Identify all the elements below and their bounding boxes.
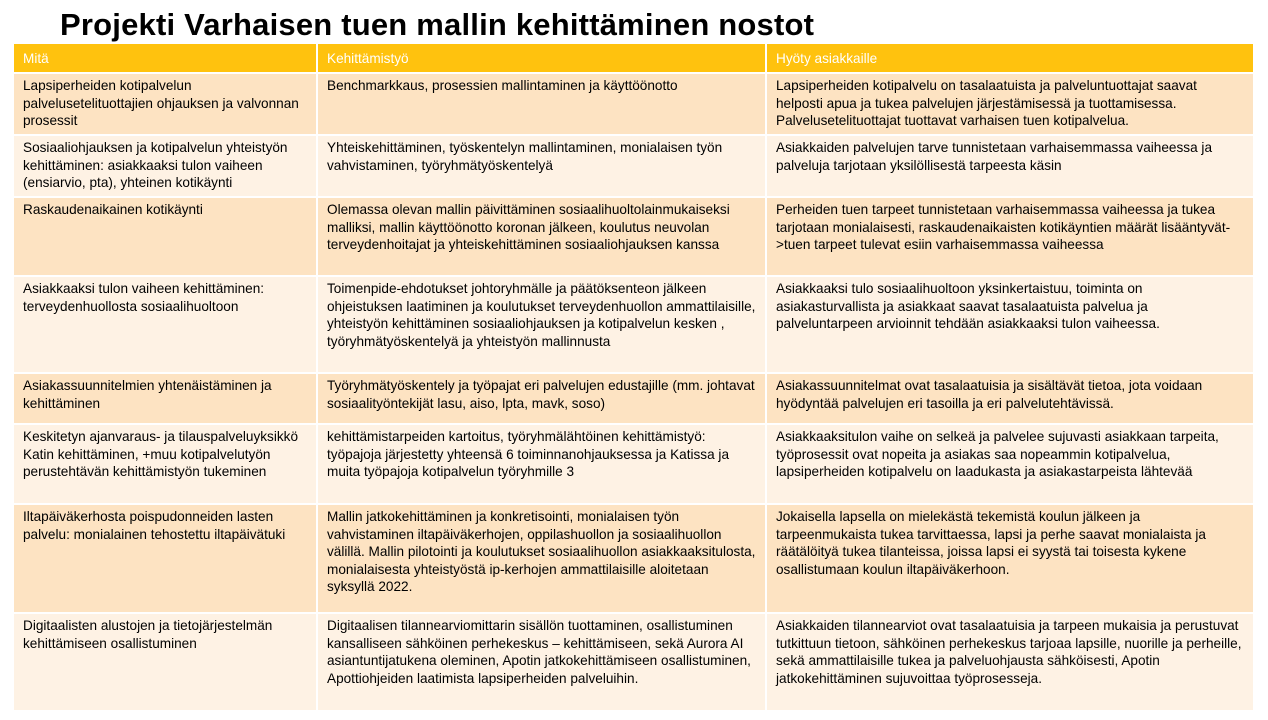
cell-mita: Asiakkaaksi tulon vaiheen kehittäminen: terveydenhuollosta sosiaalihuoltoon [14,276,317,373]
cell-kehittamistyo: Työryhmätyöskentely ja työpajat eri palvelujen edustajille (mm. johtavat sosiaalityöntekijät lasu, aiso, lpta, mavk, soso) [317,373,766,424]
cell-mita: Raskaudenaikainen kotikäynti [14,197,317,276]
cell-hyoty: Asiakkaaksi tulo sosiaalihuoltoon yksinkertaistuu, toiminta on asiakasturvallista ja asiakkaat saavat tasalaatuista palvelua ja palveluntarpeen arvioinnit tehdään asiakkaaksi tulon vaiheessa. [766,276,1253,373]
cell-kehittamistyo: Mallin jatkokehittäminen ja konkretisointi, monialaisen työn vahvistaminen iltapäiväkerhojen, oppilashuollon ja sosiaalihuollon välillä. Mallin pilotointi ja koulutukset sosiaalihuollon asiakkaaksitulosta, monialaisesta yhteistyöstä ip-kerhojen ammattilaisille aloitetaan syksyllä 2022. [317,504,766,613]
table-row [14,276,1253,373]
cell-hyoty: Asiakkaiden palvelujen tarve tunnistetaan varhaisemmassa vaiheessa ja palveluja tarjotaan yksilöllisestä tarpeesta käsin [766,135,1253,197]
cell-kehittamistyo: Yhteiskehittäminen, työskentelyn mallintaminen, monialaisen työn vahvistaminen, työryhmätyöskentelyä [317,135,766,197]
cell-hyoty: Jokaisella lapsella on mielekästä tekemistä koulun jälkeen ja tarpeenmukaista tukea tarvittaessa, lapsi ja perhe saavat monialaista ja räätälöityä tukea tilanteissa, joissa lapsi ei syystä tai toisesta kykene osallistumaan koulun iltapäiväkerhoon. [766,504,1253,613]
cell-hyoty: Asiakassuunnitelmat ovat tasalaatuisia ja sisältävät tietoa, jota voidaan hyödyntää palvelujen eri tasoilla ja eri palvelutehtävissä. [766,373,1253,424]
table-header-row [14,44,1253,73]
cell-mita: Keskitetyn ajanvaraus- ja tilauspalveluyksikkö Katin kehittäminen, +muu kotipalvelutyön perustehtävän kehittämistyön tukeminen [14,424,317,504]
cell-hyoty: Asiakkaiden tilannearviot ovat tasalaatuisia ja tarpeen mukaisia ja perustuvat tutkittuun tietoon, sähköinen perhekeskus tarjoaa lapsille, nuorille ja perheille, sekä ammattilaisille tukea ja palveluohjausta sähköisesti, Apotin jatkokehittäminen sujuvoittaa työprosesseja. [766,613,1253,711]
cell-mita: Digitaalisten alustojen ja tietojärjestelmän kehittämiseen osallistuminen [14,613,317,711]
table-row [14,135,1253,197]
cell-mita: Asiakassuunnitelmien yhtenäistäminen ja kehittäminen [14,373,317,424]
table-row [14,373,1253,424]
column-header-mita: Mitä [14,44,317,73]
table-row [14,73,1253,135]
table-row [14,424,1253,504]
cell-hyoty: Asiakkaaksitulon vaihe on selkeä ja palvelee sujuvasti asiakkaan tarpeita, työprosessit ovat nopeita ja asiakas saa nopeammin kotipalvelua, lapsiperheiden kotipalvelu on laadukasta ja asiakastarpeista lähtevää [766,424,1253,504]
cell-mita: Lapsiperheiden kotipalvelun palvelusetelituottajien ohjauksen ja valvonnan prosessit [14,73,317,135]
cell-hyoty: Lapsiperheiden kotipalvelu on tasalaatuista ja palveluntuottajat saavat helposti apua ja tukea palvelujen järjestämisessä ja tuottamisessa. Palvelusetelituottajat tuottavat varhaisen tuen kotipalvelua. [766,73,1253,135]
development-table [14,44,1253,712]
table-row [14,504,1253,613]
cell-mita: Iltapäiväkerhosta poispudonneiden lasten palvelu: monialainen tehostettu iltapäivätuki [14,504,317,613]
cell-kehittamistyo: Toimenpide-ehdotukset johtoryhmälle ja päätöksenteon jälkeen ohjeistuksen laatiminen ja koulutukset terveydenhuollon ammattilaisille, yhteistyön kehittäminen sosiaaliohjauksen ja kotipalvelun kesken , työryhmätyöskentelyä ja yhteistyön mallinnusta [317,276,766,373]
table-row [14,613,1253,711]
cell-kehittamistyo: kehittämistarpeiden kartoitus, työryhmälähtöinen kehittämistyö: työpajoja järjestetty yhteensä 6 toiminnanohjauksessa ja Katissa ja muita työpajoja kotipalvelun työryhmille 3 [317,424,766,504]
cell-kehittamistyo: Olemassa olevan mallin päivittäminen sosiaalihuoltolainmukaiseksi malliksi, mallin käyttöönotto koronan jälkeen, koulutus neuvolan terveydenhoitajat ja yhteiskehittäminen sosiaaliohjauksen kanssa [317,197,766,276]
cell-mita: Sosiaaliohjauksen ja kotipalvelun yhteistyön kehittäminen: asiakkaaksi tulon vaiheen (ensiarvio, pta), yhteinen kotikäynti [14,135,317,197]
cell-hyoty: Perheiden tuen tarpeet tunnistetaan varhaisemmassa vaiheessa ja tukea tarjotaan monialaisesti, raskaudenaikaisten kotikäyntien määrät lisääntyvät->tuen tarpeet tulevat esiin varhaisemmassa vaiheessa [766,197,1253,276]
column-header-kehittamistyo: Kehittämistyö [317,44,766,73]
slide-title: Projekti Varhaisen tuen mallin kehittäminen nostot [60,7,815,42]
cell-kehittamistyo: Digitaalisen tilannearviomittarin sisällön tuottaminen, osallistuminen kansalliseen sähköinen perhekeskus – kehittämiseen, sekä Aurora AI asiantuntijatukena oleminen, Apotin jatkokehittämiseen osallistuminen, Apottiohjeiden laatimista lapsiperheiden palveluihin. [317,613,766,711]
table-row [14,197,1253,276]
cell-kehittamistyo: Benchmarkkaus, prosessien mallintaminen ja käyttöönotto [317,73,766,135]
column-header-hyoty: Hyöty asiakkaille [766,44,1253,73]
